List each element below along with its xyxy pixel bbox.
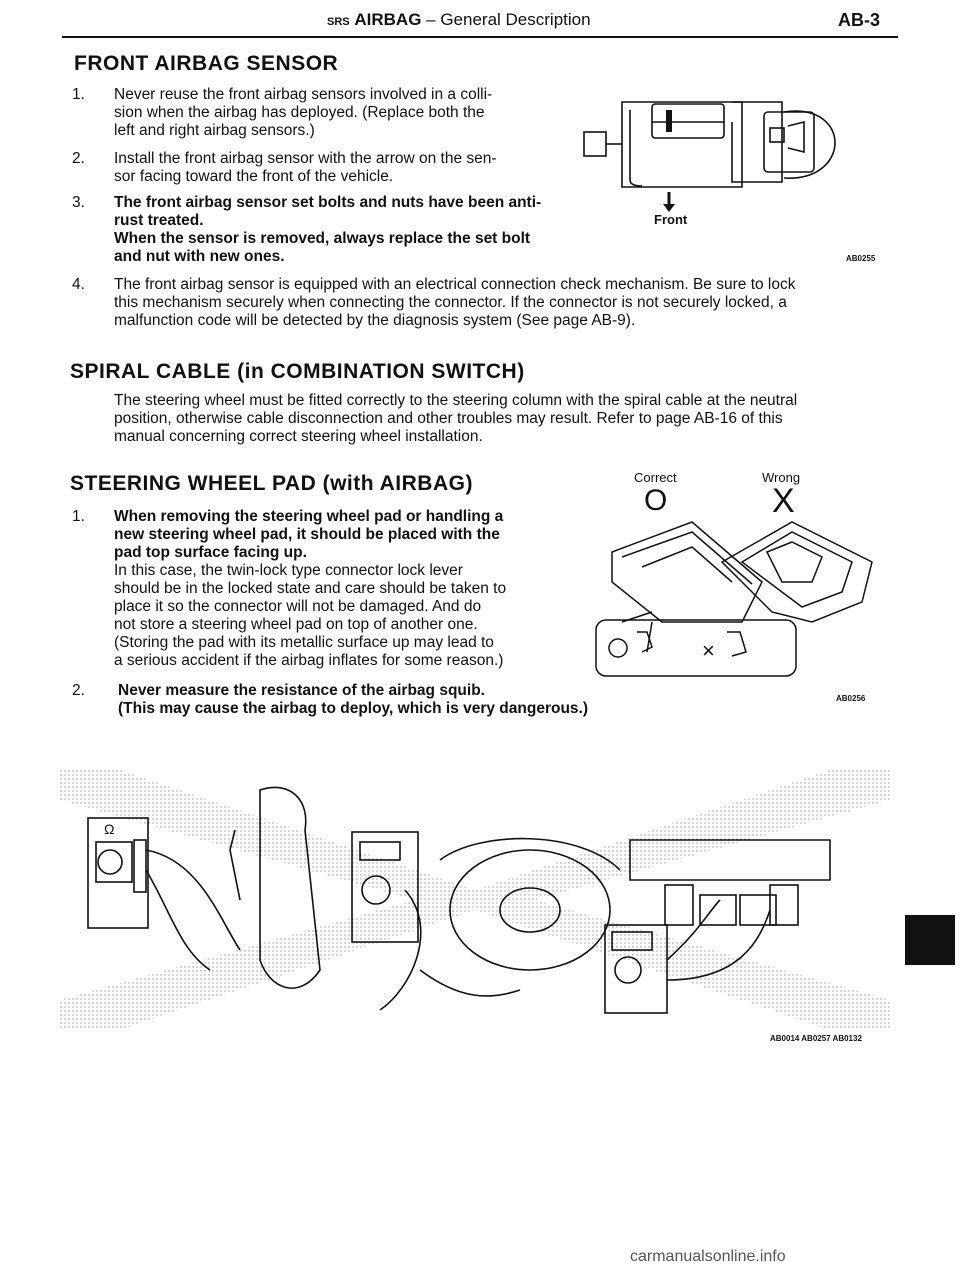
item-number: 1. <box>72 508 85 525</box>
item-line: Install the front airbag sensor with the arrow on the sen- <box>114 150 497 167</box>
pad-figure <box>592 512 892 684</box>
front-sensor-heading: FRONT AIRBAG SENSOR <box>74 52 339 75</box>
correct-symbol: O <box>644 484 668 517</box>
section-thumb-tab <box>905 915 955 965</box>
item-line: should be in the locked state and care should be taken to <box>114 580 507 597</box>
item-number: 2. <box>72 682 85 699</box>
wrong-label: Wrong <box>762 470 801 485</box>
item-line: this mechanism securely when connecting the connector. If the connector is not securely locked, a <box>114 294 787 311</box>
item-line: (This may cause the airbag to deploy, which is very dangerous.) <box>118 700 589 717</box>
header-main: AIRBAG <box>354 10 422 29</box>
spiral-cable-heading: SPIRAL CABLE (in COMBINATION SWITCH) <box>70 360 525 383</box>
item-line: rust treated. <box>114 212 204 229</box>
item-line: left and right airbag sensors.) <box>114 122 315 139</box>
wrong-symbol: X <box>772 482 795 520</box>
item-number: 4. <box>72 276 85 293</box>
text-line: position, otherwise cable disconnection and other troubles may result. Refer to page AB-16 of this <box>114 410 783 427</box>
front-sensor-figure <box>582 82 872 232</box>
spiral-cable-text <box>114 392 904 452</box>
item-line: sor facing toward the front of the vehicle. <box>114 168 394 185</box>
front-sensor-item-4 <box>72 276 902 336</box>
bottom-figure-code: AB0014 AB0257 AB0132 <box>770 1034 862 1043</box>
header-title <box>327 10 591 30</box>
wheel-pad-item-2 <box>72 682 772 722</box>
item-line: Never reuse the front airbag sensors involved in a colli- <box>114 86 493 103</box>
item-number: 3. <box>72 194 85 211</box>
item-line: new steering wheel pad, it should be placed with the <box>114 526 500 543</box>
item-line: malfunction code will be detected by the diagnosis system (See page AB-9). <box>114 312 636 329</box>
wheel-pad-heading: STEERING WHEEL PAD (with AIRBAG) <box>70 472 473 495</box>
text-line: manual concerning correct steering wheel installation. <box>114 428 483 445</box>
squib-warning-figure <box>60 770 890 1030</box>
item-line: When removing the steering wheel pad or handling a <box>114 508 504 525</box>
item-line: not store a steering wheel pad on top of another one. <box>114 616 478 633</box>
front-sensor-item-2 <box>72 150 592 190</box>
footer-watermark: carmanualsonline.info <box>630 1248 786 1265</box>
text-line: The steering wheel must be fitted correctly to the steering column with the spiral cable at the neutral <box>114 392 798 409</box>
meter-symbol: Ω <box>104 821 115 837</box>
item-line: The front airbag sensor is equipped with an electrical connection check mechanism. Be sure to lock <box>114 276 796 293</box>
item-line: (Storing the pad with its metallic surface up may lead to <box>114 634 494 651</box>
header-rest: – General Description <box>421 10 591 29</box>
page-header <box>0 6 960 36</box>
item-line: place it so the connector will not be damaged. And do <box>114 598 482 615</box>
item-line: pad top surface facing up. <box>114 544 307 561</box>
item-number: 2. <box>72 150 85 167</box>
header-prefix: SRS <box>327 16 350 28</box>
wheel-pad-item-1 <box>72 508 592 678</box>
page-code: AB-3 <box>838 10 881 30</box>
header-rule <box>62 36 898 38</box>
item-number: 1. <box>72 86 85 103</box>
item-line: and nut with new ones. <box>114 248 285 265</box>
figure-code: AB0255 <box>846 254 876 263</box>
item-line: The front airbag sensor set bolts and nuts have been anti- <box>114 194 542 211</box>
correct-label: Correct <box>634 470 677 485</box>
item-line: Never measure the resistance of the airbag squib. <box>118 682 485 699</box>
item-line: In this case, the twin-lock type connector lock lever <box>114 562 463 579</box>
front-sensor-item-3 <box>72 194 592 270</box>
front-sensor-item-1 <box>72 86 592 146</box>
front-label: Front <box>654 212 688 227</box>
item-line: sion when the airbag has deployed. (Replace both the <box>114 104 485 121</box>
figure-code: AB0256 <box>836 694 866 703</box>
svg-text:×: × <box>702 638 715 663</box>
item-line: a serious accident if the airbag inflates for some reason.) <box>114 652 504 669</box>
item-line: When the sensor is removed, always replace the set bolt <box>114 230 531 247</box>
